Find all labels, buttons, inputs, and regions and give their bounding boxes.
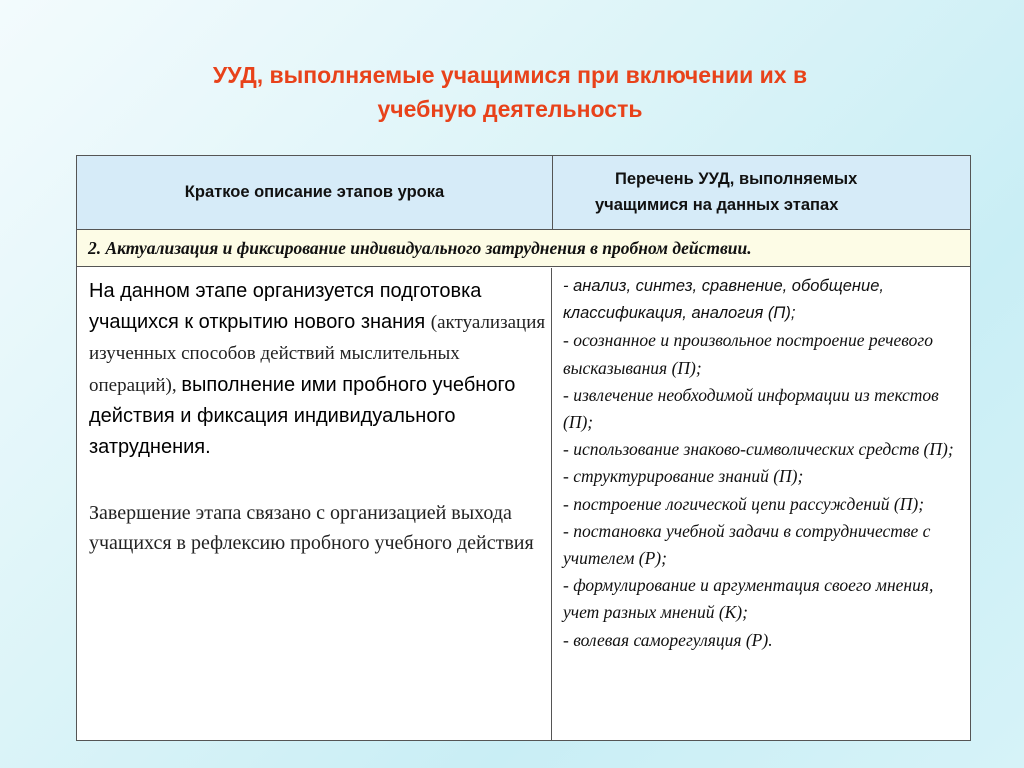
description-part-3: выполнение ими пробного учебного действия и фиксация индивидуального затруднения. [89,373,516,458]
uud-item: - осознанное и произвольное построение речевого высказывания (П); [563,330,933,378]
header-uud-list-line-2: учащимися на данных этапах [595,196,839,214]
description-part-2: (актуализация изученных способов действий мыслительных операций), [89,311,546,396]
description-part-1: На данном этапе организуется подготовка учащихся к открытию нового знания [89,280,482,333]
uud-table [76,155,971,741]
table-header-row [77,156,970,230]
uud-item: - формулирование и аргументация своего мнения, учет разных мнений (К); [563,575,934,623]
uud-item: - анализ, синтез, сравнение, обобщение, классификация, аналогия (П); [563,277,884,323]
slide-title [130,58,890,126]
stage-description-cell [77,268,552,740]
uud-list-cell [553,268,970,740]
uud-item: - структурирование знаний (П); [563,466,804,487]
uud-item: - постановка учебной задачи в сотрудничестве с учителем (Р); [563,520,931,569]
stage-conclusion: Завершение этапа связано с организацией выхода учащихся в рефлексию пробного учебного действия [89,502,534,554]
header-lesson-stages: Краткое описание этапов урока [77,156,553,229]
uud-item: - использование знаково-символических средств (П); [563,439,954,460]
uud-list [563,273,963,654]
slide-title-line-1: УУД, выполняемые учащимися при включении их в [212,62,808,88]
header-uud-list-line-1: Перечень УУД, выполняемых [615,170,858,188]
uud-item: - волевая саморегуляция (Р). [563,629,773,650]
stage-description [89,276,549,462]
header-uud-list [553,156,970,229]
uud-item: - построение логической цепи рассуждений (П); [563,493,925,514]
stage-title-row: 2. Актуализация и фиксирование индивидуального затруднения в пробном действии. [77,230,970,267]
uud-item: - извлечение необходимой информации из текстов (П); [563,384,939,433]
slide-title-line-2: учебную деятельность [377,96,643,122]
